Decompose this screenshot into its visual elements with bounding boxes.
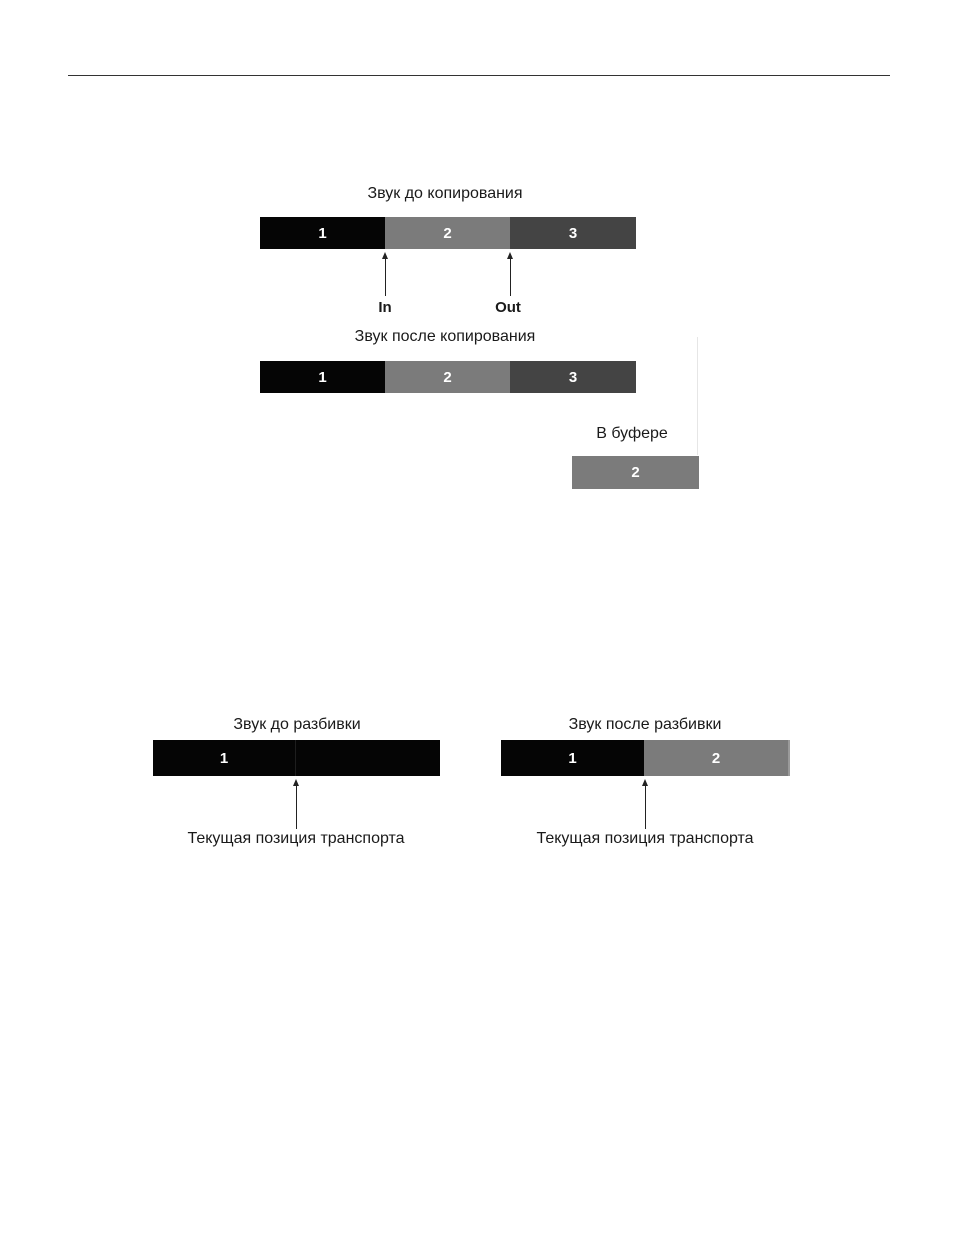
out-arrow-line	[510, 258, 511, 296]
in-arrow-line	[385, 258, 386, 296]
split-before-pointer-label: Текущая позиция транспорта	[187, 830, 405, 847]
split-before-track	[153, 740, 440, 776]
copy-after-segment-3: 3	[510, 361, 636, 393]
copy-before-segment-2: 2	[385, 217, 510, 249]
split-after-caption: Звук после разбивки	[568, 716, 722, 733]
copy-before-track	[260, 217, 636, 249]
split-after-pointer-label: Текущая позиция транспорта	[536, 830, 754, 847]
split-after-segment-1: 1	[501, 740, 644, 776]
copy-after-caption: Звук после копирования	[354, 328, 536, 345]
header-rule	[68, 75, 890, 76]
out-marker-label: Out	[495, 299, 521, 316]
copy-after-segment-1: 1	[260, 361, 385, 393]
in-marker-label: In	[378, 299, 392, 316]
copy-before-caption: Звук до копирования	[367, 185, 523, 202]
split-before-arrow-line	[296, 785, 297, 829]
copy-after-track	[260, 361, 636, 393]
split-after-track	[501, 740, 790, 776]
copy-before-segment-1: 1	[260, 217, 385, 249]
split-after-segment-2: 2	[644, 740, 790, 776]
split-before-segment-1: 1	[219, 749, 229, 767]
buffer-caption: В буфере	[596, 425, 668, 442]
split-before-divider	[295, 740, 296, 776]
buffer-segment-2: 2	[572, 456, 699, 489]
split-after-arrow-line	[645, 785, 646, 829]
copy-after-segment-2: 2	[385, 361, 510, 393]
split-before-caption: Звук до разбивки	[233, 716, 361, 733]
buffer-edge-line	[697, 337, 698, 455]
copy-before-segment-3: 3	[510, 217, 636, 249]
